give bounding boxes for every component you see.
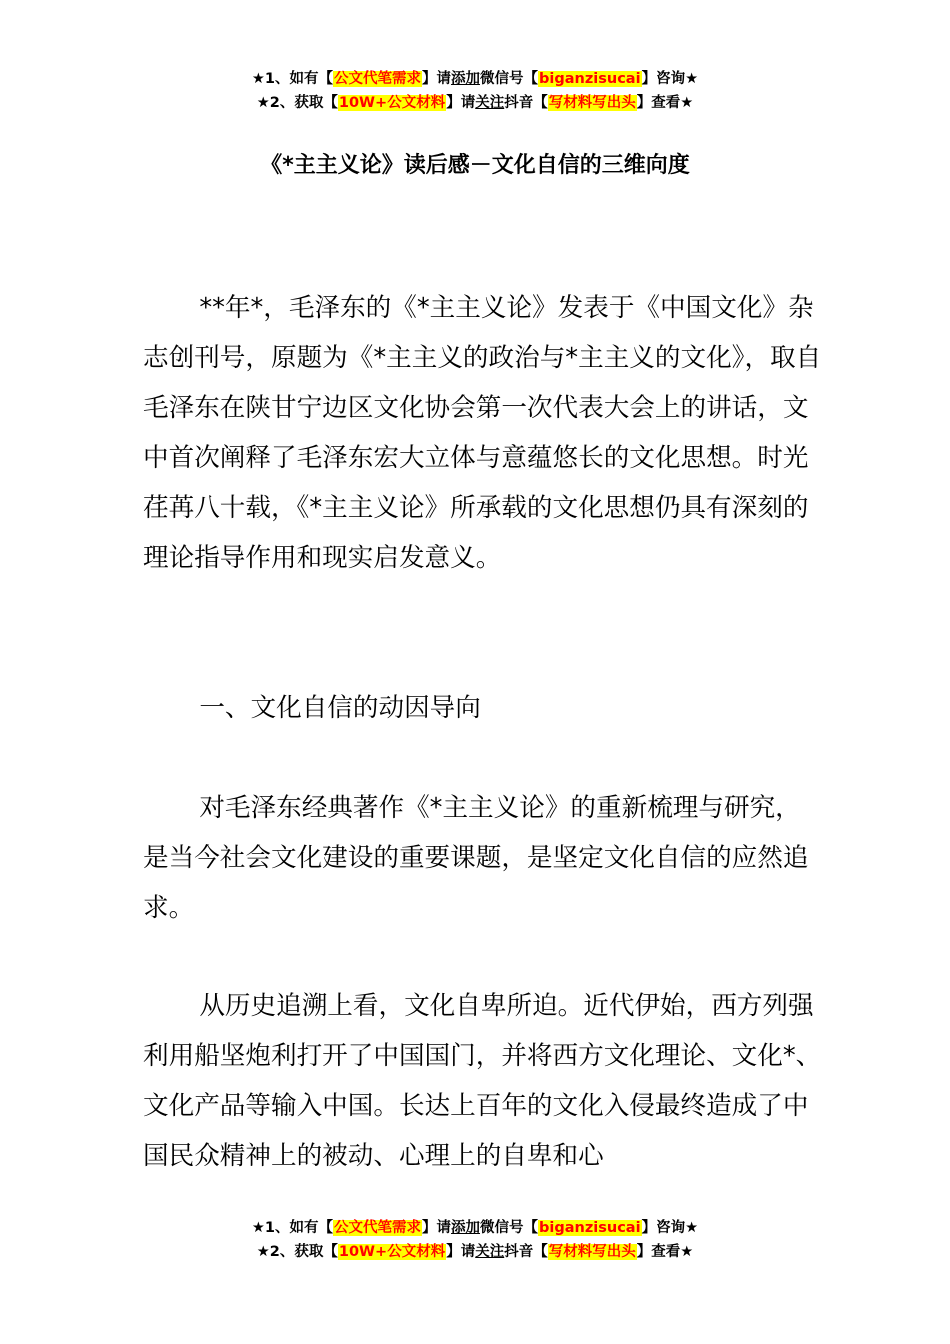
banner-highlight: 10W+公文材料 bbox=[338, 1244, 446, 1260]
banner-text: ★1、如有【 bbox=[251, 1220, 334, 1236]
banner-text: 微信号【 bbox=[480, 71, 539, 87]
banner-line-1 bbox=[0, 1216, 950, 1240]
banner-highlight: 公文代笔需求 bbox=[334, 1220, 422, 1236]
heading-text: 一、文化自信的动因导向 bbox=[199, 693, 481, 723]
banner-highlight: 10W+公文材料 bbox=[338, 95, 446, 111]
banner-highlight: 公文代笔需求 bbox=[334, 71, 422, 87]
banner-text: 抖音【 bbox=[504, 1244, 548, 1260]
banner-text: 】请 bbox=[446, 95, 476, 111]
banner-highlight: 写材料写出头 bbox=[548, 95, 636, 111]
banner-text: ★2、获取【 bbox=[256, 95, 338, 111]
banner-text: 】请 bbox=[446, 1244, 476, 1260]
banner-underlined: 添加 bbox=[451, 71, 481, 87]
paragraph-1 bbox=[143, 283, 823, 583]
banner-text: 】查看★ bbox=[636, 1244, 694, 1260]
banner-underlined: 添加 bbox=[451, 1220, 481, 1236]
banner-highlight: 写材料写出头 bbox=[548, 1244, 636, 1260]
banner-text: 】查看★ bbox=[636, 95, 694, 111]
paragraph-text: **年*，毛泽东的《*主主义论》发表于《中国文化》杂志创刊号，原题为《*主主义的政治与*主主义的文化》，取自毛泽东在陕甘宁边区文化协会第一次代表大会上的讲话，文中首次阐释了毛泽东宏大立体与意蕴悠长的文化思想。时光荏苒八十载，《*主主义论》所承载的文化思想仍具有深刻的理论指导作用和现实启发意义。 bbox=[143, 293, 822, 573]
banner-text: 抖音【 bbox=[504, 95, 548, 111]
banner-text: 微信号【 bbox=[480, 1220, 539, 1236]
paragraph-3 bbox=[143, 981, 823, 1181]
footer-banner bbox=[0, 1216, 950, 1264]
paragraph-text: 对毛泽东经典著作《*主主义论》的重新梳理与研究，是当今社会文化建设的重要课题，是坚定文化自信的应然追求。 bbox=[143, 793, 809, 923]
banner-line-1 bbox=[0, 67, 950, 91]
banner-line-2 bbox=[0, 91, 950, 115]
banner-text: 】咨询★ bbox=[641, 71, 699, 87]
banner-text: ★2、获取【 bbox=[256, 1244, 338, 1260]
banner-line-2 bbox=[0, 1240, 950, 1264]
banner-underlined: 关注 bbox=[475, 1244, 505, 1260]
banner-underlined: 关注 bbox=[475, 95, 505, 111]
header-banner bbox=[0, 67, 950, 115]
banner-highlight: biganzisucai bbox=[539, 71, 641, 87]
paragraph-text: 从历史追溯上看，文化自卑所迫。近代伊始，西方列强利用船坚炮利打开了中国国门，并将西方文化理论、文化*、文化产品等输入中国。长达上百年的文化入侵最终造成了中国民众精神上的被动、心理上的自卑和心 bbox=[143, 991, 822, 1171]
document-title: 《*主主义论》读后感－文化自信的三维向度 bbox=[260, 153, 690, 178]
banner-text: 】咨询★ bbox=[641, 1220, 699, 1236]
banner-text: 】请 bbox=[422, 1220, 452, 1236]
paragraph-2 bbox=[143, 783, 823, 933]
banner-text: 】请 bbox=[422, 71, 452, 87]
banner-highlight: biganzisucai bbox=[539, 1220, 641, 1236]
section-heading-1 bbox=[143, 683, 823, 733]
banner-text: ★1、如有【 bbox=[251, 71, 334, 87]
